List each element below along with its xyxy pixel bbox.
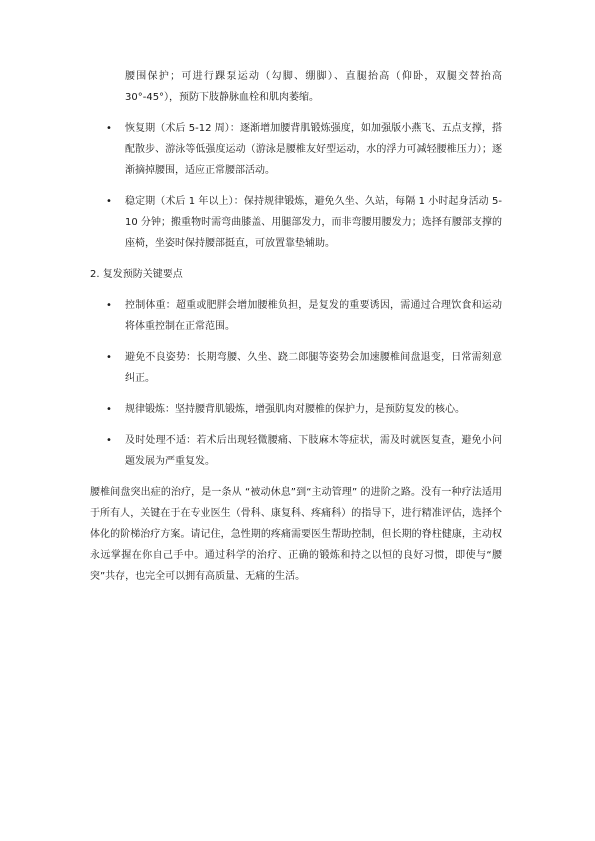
recovery-stage-list [90,118,502,254]
bullet-icon: • [106,300,112,311]
closing-paragraph: 腰椎间盘突出症的治疗，是一条从 “被动休息”到“主动管理” 的进阶之路。没有一种疗法适用于所有人，关键在于在专业医生（骨科、康复科、疼痛科）的指导下，进行精准评估，选择个体化的阶梯治疗方案。请记住，急性期的疼痛需要医生帮助控制，但长期的脊柱健康，主动权永远掌握在你自己手中。通过科学的治疗、正确的锻炼和持之以恒的良好习惯，即使与“腰突”共存，也完全可以拥有高质量、无痛的生活。 [90,487,502,582]
continued-paragraph: 腰围保护；可进行踝泵运动（勾脚、绷脚）、直腿抬高（仰卧，双腿交替抬高30°-45°），预防下肢静脉血栓和肌肉萎缩。 [125,71,502,103]
list-item-text: 恢复期（术后 5-12 周）：逐渐增加腰背肌锻炼强度，如加强版小燕飞、五点支撑，搭配散步、游泳等低强度运动（游泳是腰椎友好型运动，水的浮力可减轻腰椎压力）；逐渐摘掉腰围，适应正常腰部活动。 [125,123,502,176]
list-item-text: 规律锻炼：坚持腰背肌锻炼，增强肌肉对腰椎的保护力，是预防复发的核心。 [125,404,465,415]
prevention-list [90,295,502,472]
section-heading: 2. 复发预防关键要点 [90,269,183,280]
list-item-text: 及时处理不适：若术后出现轻微腰痛、下肢麻木等症状，需及时就医复查，避免小问题发展为严重复发。 [125,435,502,467]
list-item [90,347,502,389]
list-item-text: 控制体重：超重或肥胖会增加腰椎负担，是复发的重要诱因，需通过合理饮食和运动将体重控制在正常范围。 [125,300,502,332]
list-item [90,430,502,472]
list-item-text: 避免不良姿势：长期弯腰、久坐、跷二郎腿等姿势会加速腰椎间盘退变，日常需刻意纠正。 [125,352,502,384]
list-item [90,399,502,420]
document-body [90,66,502,587]
bullet-icon: • [106,352,112,363]
list-item [90,191,502,254]
bullet-icon: • [106,196,112,207]
list-item [90,295,502,337]
list-item [90,118,502,181]
bullet-icon: • [106,435,112,446]
bullet-icon: • [106,404,112,415]
bullet-icon: • [106,123,112,134]
list-item-text: 稳定期（术后 1 年以上）：保持规律锻炼，避免久坐、久站，每隔 1 小时起身活动 5-10 分钟；搬重物时需弯曲膝盖、用腿部发力，而非弯腰用腰发力；选择有腰部支撑的座椅，坐姿时保持腰部挺直，可放置靠垫辅助。 [125,196,502,249]
